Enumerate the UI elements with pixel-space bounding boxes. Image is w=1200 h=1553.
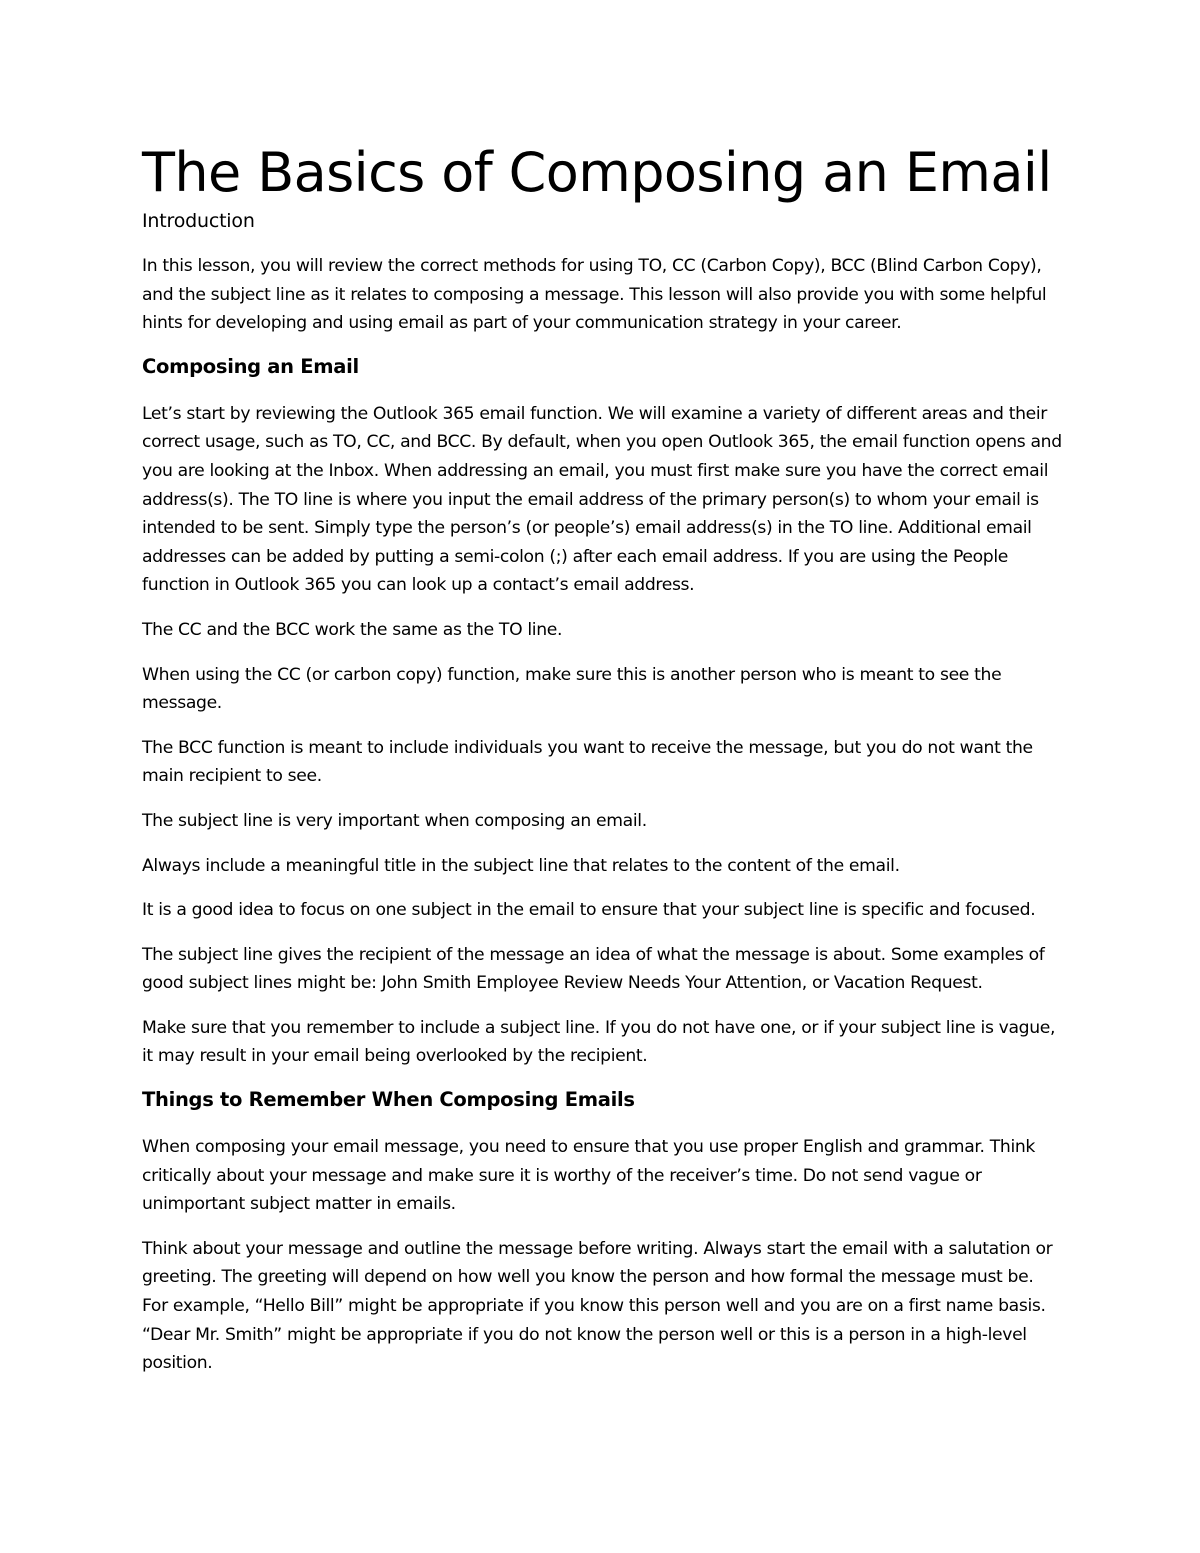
- paragraph-outlook-function: Let’s start by reviewing the Outlook 365 email function. We will examine a variety of different areas and their correct usage, such as TO, CC, and BCC. By default, when you open Outlook 365, the email function opens and you are looking at the Inbox. When addressing an email, you must first make sure you have the correct email address(s). The TO line is where you input the email address of the primary person(s) to whom your email is intended to be sent. Simply type the person’s (or people’s) email address(s) in the TO line. Additional email addresses can be added by putting a semi-colon (;) after each email address. If you are using the People function in Outlook 365 you can look up a contact’s email address.: [142, 403, 1062, 596]
- paragraph-bcc-function: The BCC function is meant to include individuals you want to receive the message, but you do not want the main recipient to see.: [142, 737, 1033, 787]
- document-page: [142, 138, 1062, 1394]
- introduction-heading: Introduction: [142, 210, 255, 232]
- paragraph-outline-message: Think about your message and outline the message before writing. Always start the email with a salutation or greeting. The greeting will depend on how well you know the person and how formal the message must be. For example, “Hello Bill” might be appropriate if you know this person well and you are on a first name basis. “Dear Mr. Smith” might be appropriate if you do not know the person well or this is a person in a high-level position.: [142, 1238, 1053, 1374]
- things-to-remember-heading: Things to Remember When Composing Emails: [142, 1088, 635, 1112]
- introduction-paragraph: In this lesson, you will review the correct methods for using TO, CC (Carbon Copy), BCC (Blind Carbon Copy), and the subject line as it relates to composing a message. This lesson will also provide you with some helpful hints for developing and using email as part of your communication strategy in your career.: [142, 256, 1047, 334]
- paragraph-subject-examples: The subject line gives the recipient of the message an idea of what the message is about. Some examples of good subject lines might be: John Smith Employee Review Needs Your Attention, or Vacation Request.: [142, 944, 1045, 994]
- paragraph-cc-bcc-same: The CC and the BCC work the same as the TO line.: [142, 619, 563, 640]
- paragraph-proper-english: When composing your email message, you need to ensure that you use proper English and grammar. Think critically about your message and make sure it is worthy of the receiver’s time. Do not send vague or unimportant subject matter in emails.: [142, 1137, 1036, 1215]
- paragraph-meaningful-title: Always include a meaningful title in the subject line that relates to the content of the email.: [142, 855, 900, 876]
- paragraph-subject-important: The subject line is very important when composing an email.: [142, 810, 647, 831]
- paragraph-cc-function: When using the CC (or carbon copy) function, make sure this is another person who is meant to see the message.: [142, 664, 1002, 714]
- document-title: The Basics of Composing an Email: [142, 141, 1052, 204]
- paragraph-remember-subject: Make sure that you remember to include a subject line. If you do not have one, or if your subject line is vague, it may result in your email being overlooked by the recipient.: [142, 1017, 1056, 1067]
- composing-email-heading: Composing an Email: [142, 354, 359, 378]
- paragraph-focus-subject: It is a good idea to focus on one subject in the email to ensure that your subject line is specific and focused.: [142, 900, 1036, 921]
